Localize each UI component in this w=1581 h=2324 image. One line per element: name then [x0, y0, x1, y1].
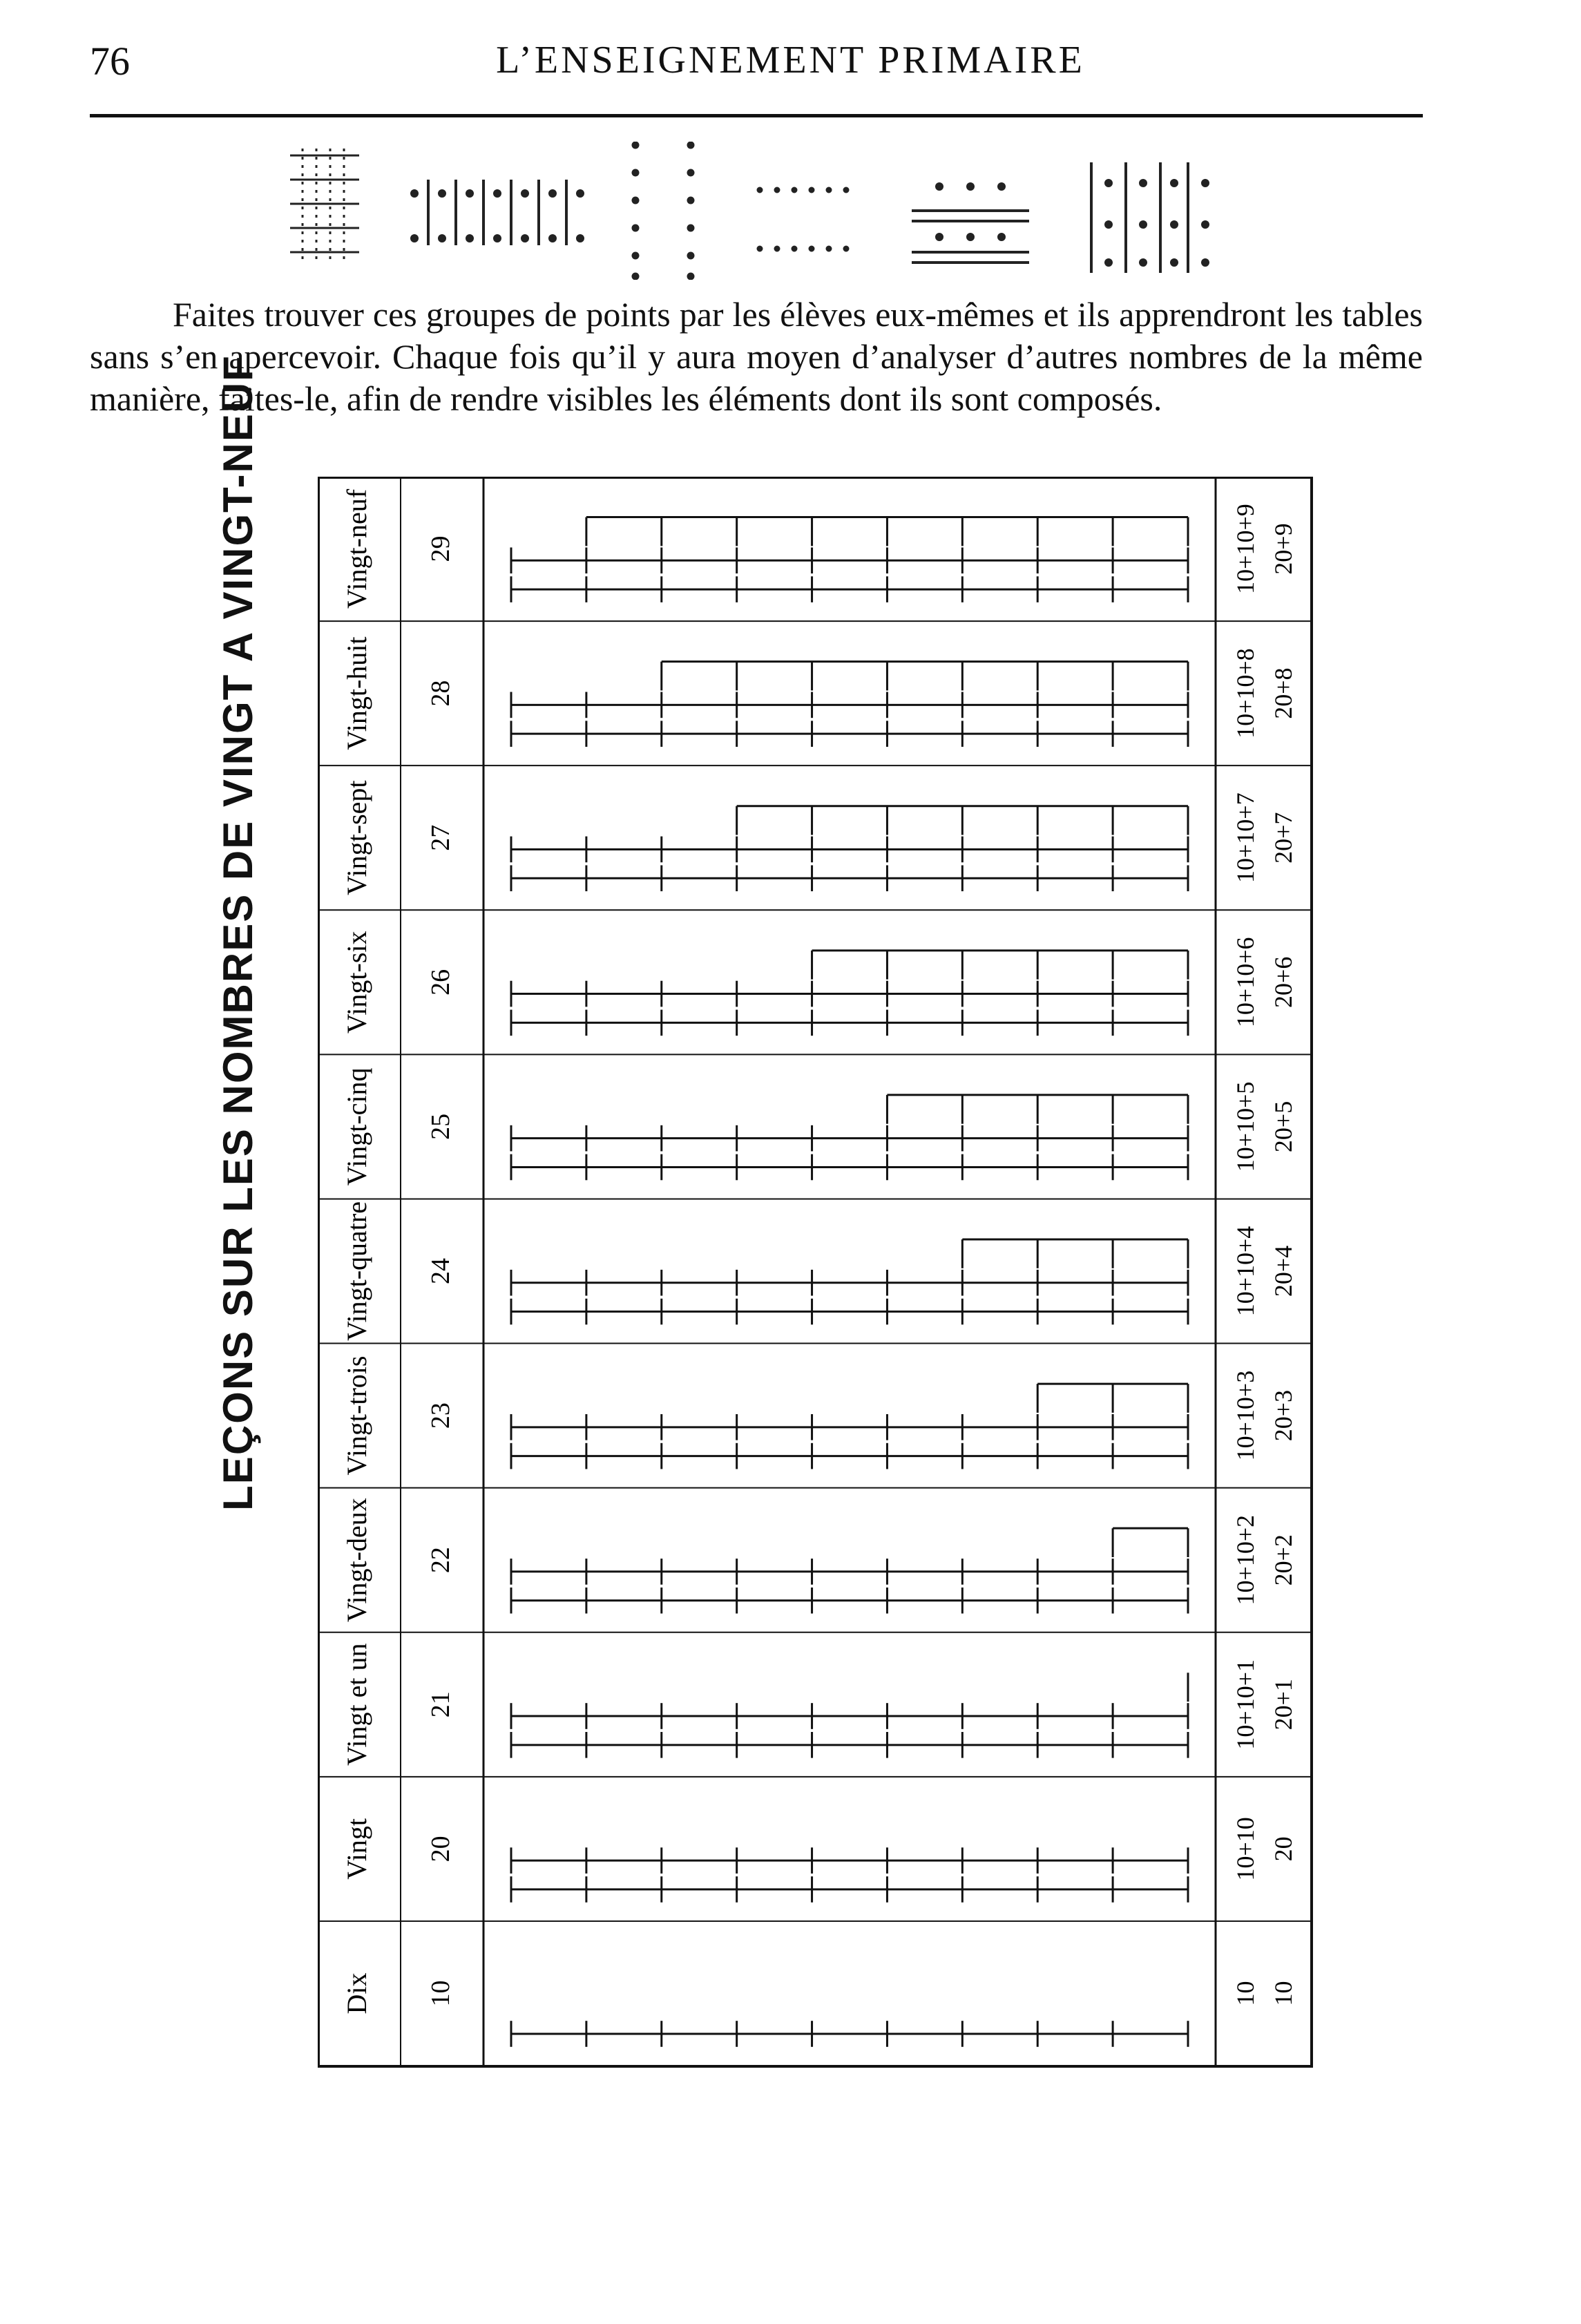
formula-b: 20+6	[1269, 956, 1297, 1008]
number-name: Vingt-cinq	[341, 1067, 372, 1186]
number-value: 26	[426, 969, 455, 996]
formula-a: 10+10+6	[1232, 937, 1259, 1028]
number-name: Vingt-deux	[341, 1498, 372, 1623]
number-value: 24	[426, 1258, 455, 1284]
formula-a: 10+10+3	[1232, 1370, 1259, 1461]
number-value: 25	[426, 1113, 455, 1140]
number-value: 23	[426, 1402, 455, 1429]
formula-b: 20+7	[1269, 812, 1297, 864]
table-row	[318, 1356, 1312, 1488]
formula-a: 10+10	[1232, 1817, 1259, 1881]
table-row	[318, 1817, 1312, 1921]
dot-group	[412, 180, 583, 245]
dot-group	[757, 187, 849, 251]
number-value: 20	[426, 1836, 455, 1863]
number-name: Vingt-neuf	[341, 488, 372, 609]
table-row	[318, 1067, 1312, 1199]
number-name: Dix	[341, 1972, 372, 2015]
table-row	[318, 1201, 1312, 1344]
formula-a: 10+10+4	[1232, 1226, 1259, 1317]
formula-a: 10+10+5	[1232, 1081, 1259, 1172]
formula-b: 20+2	[1269, 1534, 1297, 1586]
table-row	[318, 931, 1312, 1054]
dot-group	[1091, 162, 1208, 273]
formula-a: 10+10+1	[1232, 1659, 1259, 1750]
table-frame	[318, 477, 1312, 2066]
number-value: 10	[426, 1980, 455, 2007]
formula-a: 10+10+8	[1232, 648, 1259, 739]
number-value: 29	[426, 535, 455, 562]
table-row	[318, 1643, 1312, 1776]
number-name: Vingt-huit	[341, 636, 372, 750]
formula-a: 10+10+7	[1232, 792, 1259, 884]
table-title: LEÇONS SUR LES NOMBRES DE VINGT A VINGT-NEUF	[215, 354, 261, 1511]
numbers-table	[318, 477, 1326, 2135]
number-name: Vingt	[341, 1818, 372, 1880]
dot-group	[290, 149, 359, 259]
number-name: Vingt-quatre	[341, 1201, 372, 1341]
formula-b: 20+3	[1269, 1389, 1297, 1442]
dot-groups-figure	[290, 142, 1216, 280]
number-value: 27	[426, 824, 455, 851]
number-value: 21	[426, 1691, 455, 1718]
formula-b: 20	[1269, 1836, 1297, 1862]
body-paragraph	[90, 294, 1423, 420]
number-name: Vingt-trois	[341, 1355, 372, 1476]
number-value: 22	[426, 1547, 455, 1574]
table-row	[318, 1972, 1312, 2066]
formula-b: 20+9	[1269, 523, 1297, 575]
table-row	[318, 637, 1312, 766]
header-rule	[90, 114, 1423, 117]
table-row	[318, 1498, 1312, 1632]
number-value: 28	[426, 680, 455, 707]
number-name: Vingt-six	[341, 931, 372, 1034]
formula-a: 10+10+9	[1232, 504, 1259, 594]
formula-b: 20+4	[1269, 1245, 1297, 1297]
paragraph-text: Faites trouver ces groupes de points par les élèves eux-mêmes et ils apprendront les tables sans s’en apercevoir. Chaque fois qu’il y aura moyen d’analyser d’autres nombres de la même manière, faites-le, afin de rendre visibles les éléments dont ils sont composés.	[90, 295, 1423, 418]
formula-a: 10	[1232, 1981, 1259, 2006]
table-row	[318, 488, 1312, 621]
running-title: L’ENSEIGNEMENT PRIMAIRE	[496, 39, 1085, 82]
formula-b: 20+5	[1269, 1101, 1297, 1153]
table-row	[318, 780, 1312, 910]
dot-group	[912, 184, 1029, 263]
page-header	[0, 38, 1581, 93]
formula-b: 10	[1269, 1981, 1297, 2006]
number-name: Vingt-sept	[341, 780, 372, 895]
formula-b: 20+1	[1269, 1679, 1297, 1731]
formula-a: 10+10+2	[1232, 1514, 1259, 1606]
number-name: Vingt et un	[341, 1643, 372, 1766]
formula-b: 20+8	[1269, 667, 1297, 719]
page-number: 76	[90, 39, 130, 84]
dot-group	[632, 142, 694, 280]
